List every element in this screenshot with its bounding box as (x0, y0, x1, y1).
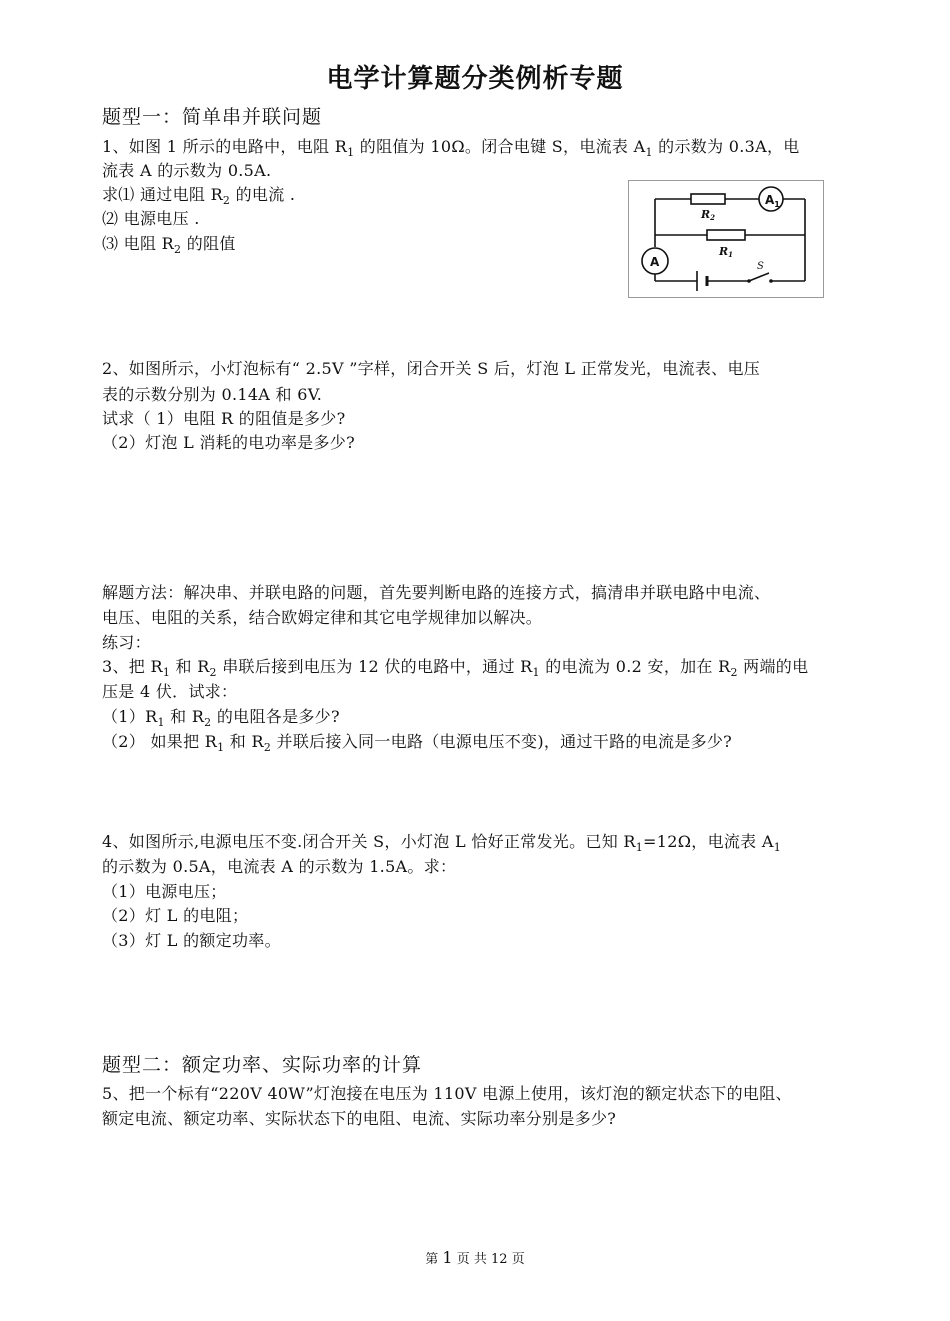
q3-line-1: 3、把 $R_1$ 和 $R_2$ 串联后接到电压为 12 伏的电路中，通过 $R_1$ 的电流为 0.2 安，加在 $R_2$ 两端的电 (102, 657, 809, 679)
page-footer: 第 1 页 共 12 页 (425, 1248, 525, 1267)
q3-line-2: 压是 4 伏．试求： (102, 682, 238, 701)
q3-line-3: $(1)R_1$ 和 $R_2$ 的电阻各是多少? (102, 707, 340, 729)
q4-line-3: （1）电源电压； (102, 882, 227, 901)
resistor-r1-label: R1 (719, 245, 734, 259)
q1-line-5: ⑶ 电阻 $R_2$ 的阻值 (102, 234, 236, 256)
q4-line-2: 的示数为 0.5A，电流表 A 的示数为 1.5A。求： (102, 857, 457, 876)
section-heading-1: 题型一：简单串并联问题 (102, 106, 323, 128)
q2-line-3: 试求（ 1）电阻 R 的阻值是多少? (102, 409, 346, 428)
total-pages: 12 (491, 1252, 508, 1267)
section-heading-2: 题型二：额定功率、实际功率的计算 (102, 1054, 423, 1076)
circuit-diagram (628, 180, 824, 298)
q5-line-1: 5、把一个标有“220V 40W”灯泡接在电压为 110V 电源上使用，该灯泡的额定状态下的电阻、 (102, 1084, 792, 1103)
q1-line-1: 1、如图 1 所示的电路中，电阻 $R_1$ 的阻值为 10Ω。闭合电键 S，电流表 $A_1$ 的示数为 0.3A，电 (102, 137, 800, 159)
q1-line-2: 流表 A 的示数为 0.5A. (102, 161, 272, 180)
q3-line-4: （2） 如果把 $R_1$ 和 $R_2$ 并联后接入同一电路（电源电压不变)，通过干路的电流是多少? (102, 732, 733, 754)
switch-s-label: S (757, 261, 764, 272)
document-title: 电学计算题分类例析专题 (326, 64, 624, 94)
method-line-2: 电压、电阻的关系，结合欧姆定律和其它电学规律加以解决。 (102, 608, 543, 627)
q5-line-2: 额定电流、额定功率、实际状态下的电阻、电流、实际功率分别是多少? (102, 1109, 617, 1128)
practice-label: 练习： (102, 633, 151, 652)
q4-line-1: 4、如图所示,电源电压不变.闭合开关 S，小灯泡 L 恰好正常发光。已知 $R_1=12\Omega$，电流表 $A_1$ (102, 832, 782, 854)
q4-line-4: （2）灯 L 的电阻； (102, 906, 249, 925)
method-line-1: 解题方法：解决串、并联电路的问题，首先要判断电路的连接方式，搞清串并联电路中电流、 (102, 583, 771, 602)
ammeter-a-label: A (650, 255, 660, 269)
resistor-r2-label: R2 (701, 208, 716, 222)
q4-line-5: （3）灯 L 的额定功率。 (102, 931, 281, 950)
q2-line-4: （2）灯泡 L 消耗的电功率是多少? (102, 433, 355, 452)
q2-line-2: 表的示数分别为 0.14A 和 6V. (102, 385, 323, 404)
q2-line-1: 2、如图所示，小灯泡标有“ 2.5V ”字样，闭合开关 S 后，灯泡 L 正常发光，电流表、电压 (102, 359, 761, 378)
q1-line-3: 求⑴ 通过电阻 $R_2$ 的电流 . (102, 185, 296, 207)
q1-line-4: ⑵ 电源电压 . (102, 209, 200, 228)
ammeter-a1-label: $A_1$ (765, 193, 780, 209)
page-number: 1 (442, 1248, 453, 1267)
